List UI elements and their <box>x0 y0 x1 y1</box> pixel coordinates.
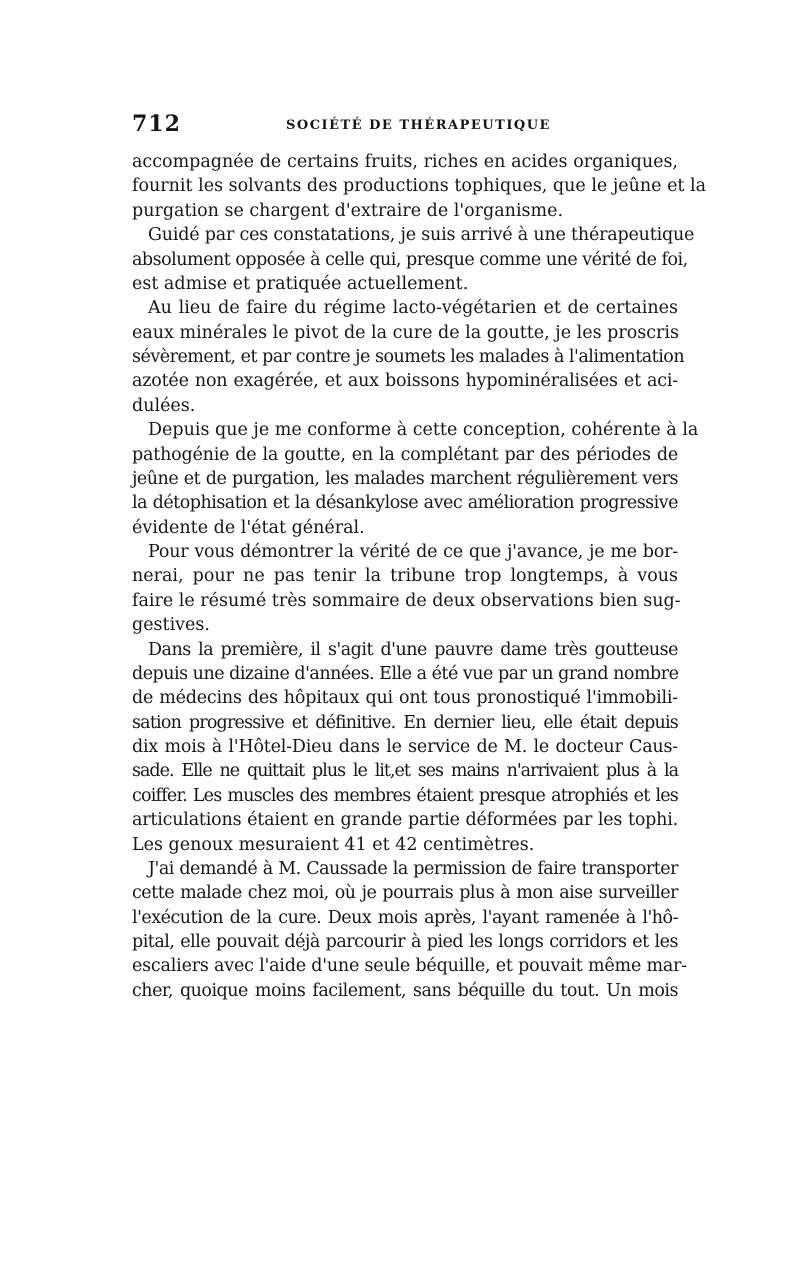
text-line: cette malade chez moi, où je pourrais plus à mon aise surveiller <box>132 883 678 904</box>
text-line: fournit les solvants des productions tophiques, que le jeûne et la <box>132 176 707 197</box>
text-line: sation progressive et définitive. En dernier lieu, elle était depuis <box>132 712 678 733</box>
text-line: évidente de l'état général. <box>132 517 365 538</box>
text-line: faire le résumé très sommaire de deux observations bien sug- <box>132 590 681 611</box>
text-line: de médecins des hôpitaux qui ont tous pronostiqué l'immobili- <box>132 688 678 709</box>
text-line: gestives. <box>132 615 210 636</box>
text-line: articulations étaient en grande partie déformées par les tophi. <box>132 810 678 831</box>
text-line: accompagnée de certains fruits, riches en acides organiques, <box>132 152 678 172</box>
text-line: J'ai demandé à M. Caussade la permission de faire transporter <box>148 858 678 879</box>
text-line: Dans la première, il s'agit d'une pauvre dame très goutteuse <box>148 639 678 660</box>
text-line: dulées. <box>132 395 196 416</box>
page-number: 712 <box>132 111 181 137</box>
text-line: coiffer. Les muscles des membres étaient presque atrophiés et les <box>132 785 678 806</box>
text-line: la détophisation et la désankylose avec amélioration progressive <box>132 493 678 514</box>
text-line: Depuis que je me conforme à cette conception, cohérente à la <box>148 420 699 441</box>
body-text <box>132 150 707 1003</box>
text-line: Les genoux mesuraient 41 et 42 centimètres. <box>132 834 535 855</box>
text-line: Au lieu de faire du régime lacto-végétarien et de certaines <box>148 298 678 319</box>
text-line: eaux minérales le pivot de la cure de la goutte, je les proscris <box>132 322 679 343</box>
text-line: pital, elle pouvait déjà parcourir à pied les longs corridors et les <box>132 932 678 952</box>
text-line: sade. Elle ne quittait plus le lit,et ses mains n'arrivaient plus à la <box>132 761 678 782</box>
text-line: azotée non exagérée, et aux boissons hypominéralisées et aci- <box>132 371 678 392</box>
text-line: sévèrement, et par contre je soumets les malades à l'alimentation <box>132 347 685 367</box>
text-line: purgation se chargent d'extraire de l'organisme. <box>132 200 564 221</box>
text-line: depuis une dizaine d'années. Elle a été vue par un grand nombre <box>132 663 679 684</box>
text-line: pathogénie de la goutte, en la complétant par des périodes de <box>132 444 678 465</box>
text-line: l'exécution de la cure. Deux mois après, l'ayant ramenée à l'hô- <box>132 907 678 928</box>
text-line: Guidé par ces constatations, je suis arrivé à une thérapeutique <box>148 225 695 246</box>
running-title: SOCIÉTÉ DE THÉRAPEUTIQUE <box>286 118 551 133</box>
text-line: nerai, pour ne pas tenir la tribune trop longtemps, à vous <box>132 566 678 587</box>
text-line: est admise et pratiquée actuellement. <box>132 273 469 294</box>
text-line: dix mois à l'Hôtel-Dieu dans le service de M. le docteur Caus- <box>132 737 678 757</box>
text-line: absolument opposée à celle qui, presque comme une vérité de foi, <box>132 249 688 270</box>
text-line: jeûne et de purgation, les malades marchent régulièrement vers <box>132 468 678 489</box>
text-line: escaliers avec l'aide d'une seule béquille, et pouvait même mar- <box>132 956 687 977</box>
page-header <box>132 111 678 143</box>
text-line: cher, quoique moins facilement, sans béquille du tout. Un mois <box>132 980 678 1001</box>
text-line: Pour vous démontrer la vérité de ce que j'avance, je me bor- <box>148 542 678 562</box>
